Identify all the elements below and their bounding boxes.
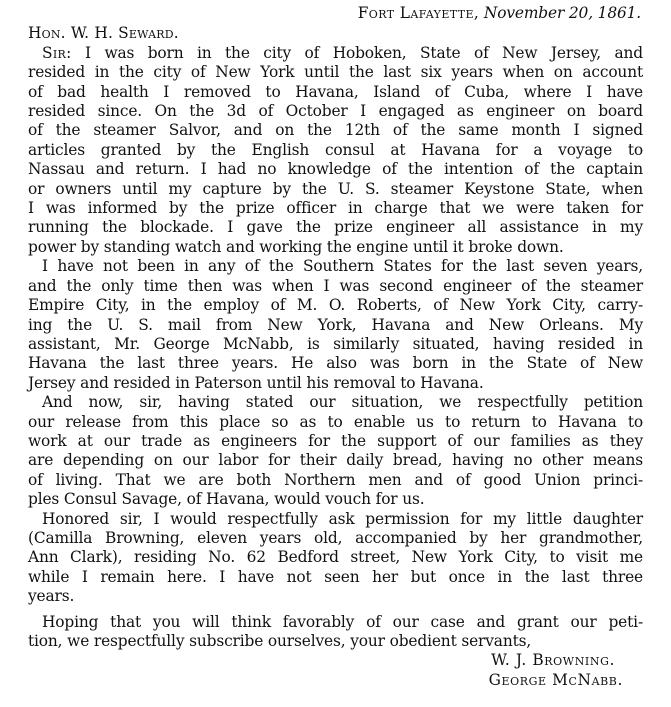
text-line: of living. That we are both Northern men and of good Union princi- (28, 470, 643, 489)
text-line: or owners until my capture by the U. S. steamer Keystone State, when (28, 179, 643, 198)
text-line: our release from this place so as to enable us to return to Havana to (28, 412, 643, 431)
text-line: (Camilla Browning, eleven years old, accompanied by her grandmother, (28, 528, 643, 547)
text-line: Honored sir, I would respectfully ask permission for my little daughter (42, 509, 643, 528)
addressee: Hon. W. H. Seward. (28, 24, 179, 43)
text-line: Empire City, in the employ of M. O. Roberts, of New York City, carry- (28, 296, 643, 315)
paragraph-4 (28, 510, 643, 607)
dateline-date: November 20, 1861. (483, 4, 641, 22)
text-line: Nassau and return. I had no knowledge of the intention of the captain (28, 160, 643, 179)
text-line: work at our trade as engineers for the support of our families as they (28, 431, 643, 450)
letter-body (28, 44, 643, 652)
text-line: Ann Clark), residing No. 62 Bedford street, New York City, to visit me (28, 548, 643, 567)
text-line: and the only time then was when I was second engineer of the steamer (28, 276, 643, 295)
text-line: while I remain here. I have not seen her but once in the last three (28, 567, 643, 586)
paragraph-2 (28, 257, 643, 393)
signature-mcnabb: George McNabb. (488, 670, 623, 689)
text-line: And now, sir, having stated our situation, we respectfully petition (42, 393, 643, 412)
text-line (28, 44, 643, 63)
text-line: years. (28, 587, 75, 606)
text-line: Hoping that you will think favorably of our case and grant our peti- (42, 612, 643, 631)
text-line: running the blockade. I gave the prize engineer all assistance in my (28, 218, 643, 237)
text-line: Havana the last three years. He also was born in the State of New (28, 354, 643, 373)
text-segment: I was born in the city of Hoboken, State of New Jersey, and (71, 43, 643, 62)
text-line: I was informed by the prize officer in charge that we were taken for (28, 199, 643, 218)
paragraph-3 (28, 393, 643, 509)
text-line: of the steamer Salvor, and on the 12th of the same month I signed (28, 121, 643, 140)
text-line: power by standing watch and working the engine until it broke down. (28, 237, 564, 256)
text-line: resided in the city of New York until the last six years when on account (28, 63, 643, 82)
dateline (28, 4, 643, 23)
paragraph-1 (28, 44, 643, 257)
signature-browning: W. J. Browning. (491, 651, 615, 670)
text-line: of bad health I removed to Havana, Island of Cuba, where I have (28, 82, 643, 101)
text-line: are depending on our labor for their daily bread, having no other means (28, 451, 643, 470)
salutation: Sir: (42, 43, 72, 62)
text-line: articles granted by the English consul at Havana for a voyage to (28, 140, 643, 159)
text-line: tion, we respectfully subscribe ourselves, your obedient servants, (28, 632, 532, 650)
text-line: I have not been in any of the Southern States for the last seven years, (42, 257, 643, 276)
text-line: ing the U. S. mail from New York, Havana and New Orleans. My (28, 315, 643, 334)
text-line: Jersey and resided in Paterson until his removal to Havana. (28, 373, 484, 392)
paragraph-5 (28, 613, 643, 652)
text-line: resided since. On the 3d of October I engaged as engineer on board (28, 102, 643, 121)
text-line: assistant, Mr. George McNabb, is similarly situated, having resided in (28, 334, 643, 353)
dateline-place: Fort Lafayette, (357, 4, 480, 22)
text-line: ples Consul Savage, of Havana, would vouch for us. (28, 490, 425, 509)
